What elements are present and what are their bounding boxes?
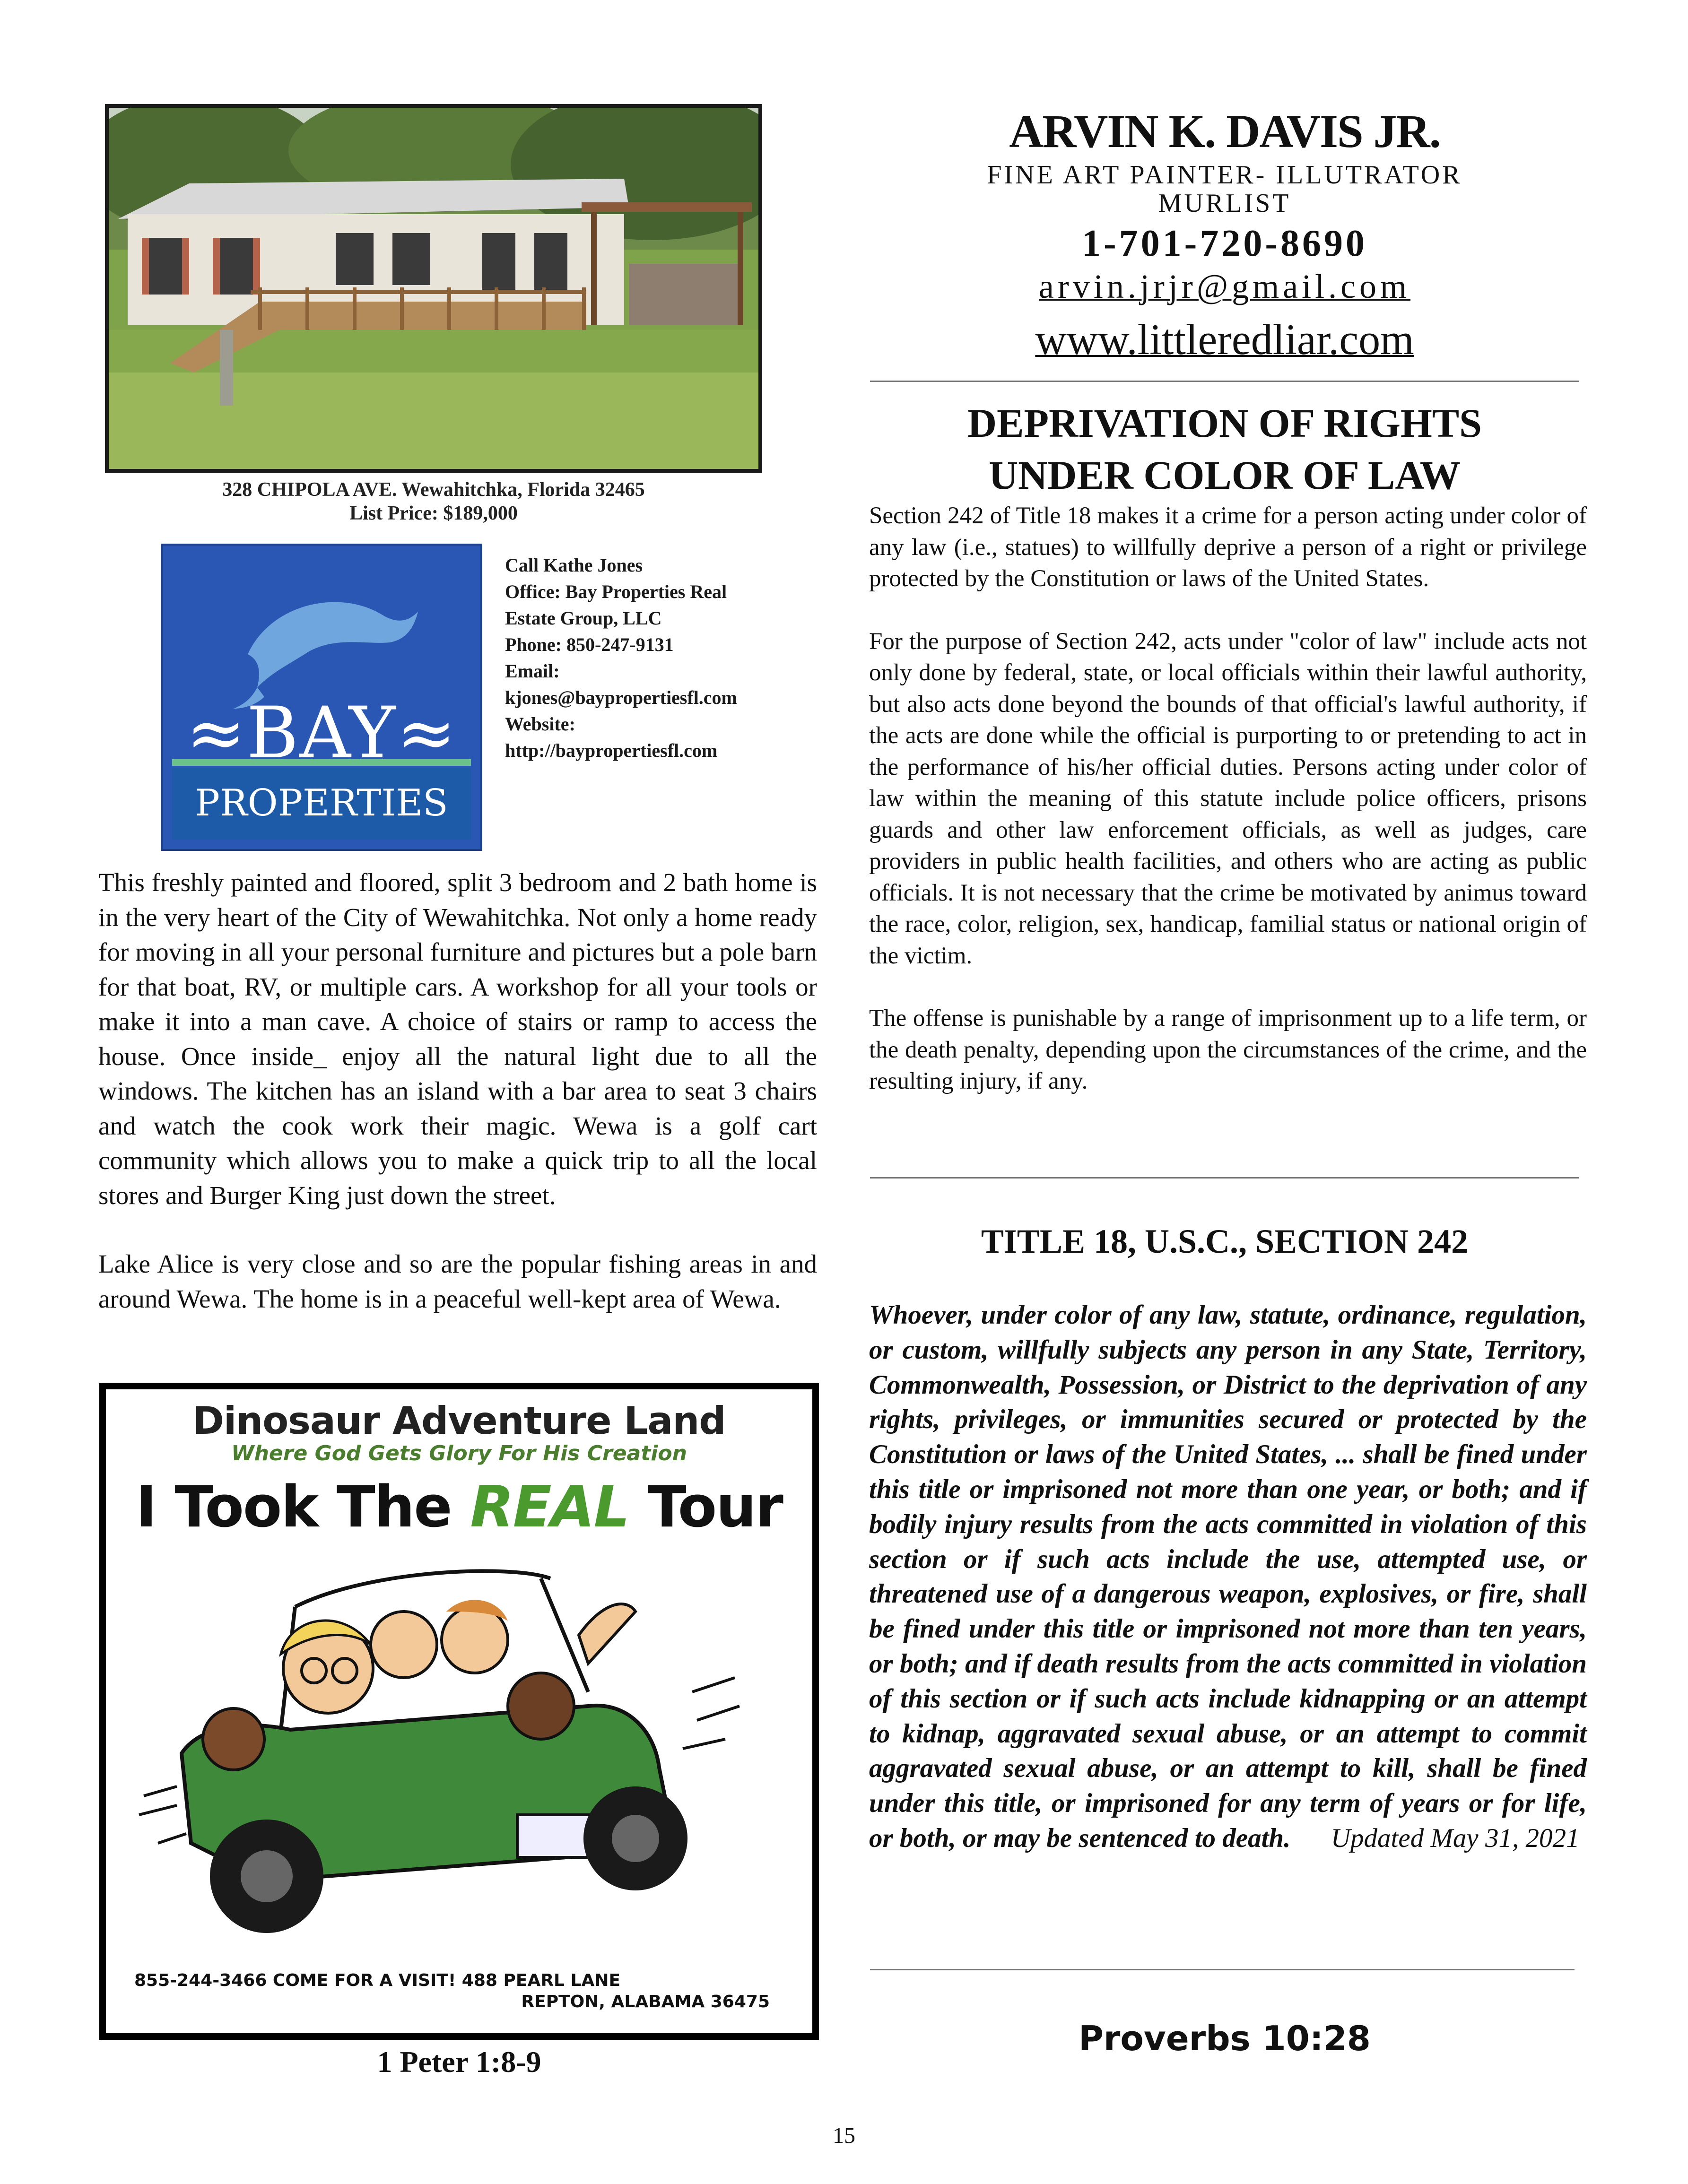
tour-prefix: I Took The	[136, 1474, 470, 1540]
house-illustration	[109, 108, 758, 469]
scripture-reference-right: Proverbs 10:28	[1079, 2019, 1371, 2058]
artist-email-link[interactable]: arvin.jrjr@gmail.com	[1038, 268, 1411, 305]
contact-line: Phone: 850-247-9131	[505, 634, 674, 655]
paragraph: The offense is punishable by a range of imprisonment up to a life term, or the death penalty, depending upon the circumstances of the crime, and the resulting injury, if any.	[869, 1005, 1587, 1094]
ad-tour-text	[106, 1474, 812, 1540]
divider	[870, 1969, 1575, 1970]
artist-name: ARVIN K. DAVIS JR.	[1009, 105, 1440, 157]
heading-line: DEPRIVATION OF RIGHTS	[967, 400, 1482, 446]
contact-line: Office: Bay Properties Real	[505, 581, 727, 602]
ad-tagline: Where God Gets Glory For His Creation	[231, 1441, 687, 1465]
dinosaur-adventure-ad	[99, 1383, 819, 2040]
divider	[870, 381, 1579, 382]
updated-date: Updated May 31, 2021	[1331, 1823, 1580, 1853]
paragraph: For the purpose of Section 242, acts under "color of law" include acts not only done by federal, state, or local officials within their lawful authority, but also acts done beyond the bounds of that official's lawful authority, if the acts are done while the official is purporting to or pretending to act in the performance of his/her official duties. Persons acting under color of law within the meaning of this statute include police officers, prisons guards and other law enforcement officials, as well as judges, care providers in public health facilities, and others who are acting as public officials. It is not necessary that the crime be motivated by animus toward the race, color, religion, sex, handicap, familial status or national origin of the victim.	[869, 628, 1587, 969]
paragraph: This freshly painted and floored, split 3 bedroom and 2 bath home is in the very heart of the City of Wewahitchka. Not only a home ready for moving in all your personal furniture and pictures but a pole barn for that boat, RV, or multiple cars. A workshop for all your tools or make it into a man cave. A choice of stairs or ramp to access the house. Once inside_ enjoy all the natural light due to all the windows. The kitchen has an island with a bar area to seat 3 chairs and watch the cook work their magic. Wewa is a golf cart community which allows you to make a quick trip to all the local stores and Burger King just down the street.	[98, 868, 817, 1210]
bay-properties-logo	[161, 544, 482, 851]
heading-line: UNDER COLOR OF LAW	[989, 452, 1461, 498]
tour-suffix: Tour	[629, 1474, 783, 1540]
artist-title: FINE ART PAINTER- ILLUTRATOR	[987, 160, 1462, 190]
contact-line: Call Kathe Jones	[505, 555, 643, 576]
tour-real: REAL	[470, 1474, 629, 1540]
ad-phone-visit: 855-244-3466 COME FOR A VISIT! 488 PEARL LANE	[134, 1971, 621, 1990]
listing-price: List Price: $189,000	[349, 503, 518, 524]
bay-logo-text: ≈BAY≈	[186, 692, 457, 774]
statute-heading: TITLE 18, U.S.C., SECTION 242	[981, 1222, 1469, 1260]
ad-title: Dinosaur Adventure Land	[192, 1399, 726, 1443]
artist-website-link[interactable]: www.littleredliar.com	[1035, 315, 1414, 364]
divider	[870, 1177, 1579, 1179]
paragraph: Section 242 of Title 18 makes it a crime for a person acting under color of any law (i.e., statues) to willfully deprive a person of a right or privilege protected by the Constitution or laws of the United States.	[869, 503, 1587, 592]
page-number: 15	[833, 2123, 855, 2148]
contact-line: Website:	[505, 713, 575, 735]
listing-description	[98, 865, 817, 1316]
artist-phone: 1-701-720-8690	[1082, 223, 1367, 264]
bay-logo-subtext: PROPERTIES	[195, 782, 448, 824]
statute-text	[869, 1298, 1587, 1856]
contact-line: Email:	[505, 660, 560, 682]
scripture-reference-left: 1 Peter 1:8-9	[377, 2045, 541, 2079]
cartoon-jeep-illustration	[125, 1550, 796, 1966]
statute-body: Whoever, under color of any law, statute, ordinance, regulation, or custom, willfully subjects any person in any State, Territory, Commonwealth, Possession, or District to the deprivation of any rights, privileges, or immunities secured or protected by the Constitution or laws of the United States, ... shall be fined under this title or imprisoned not more than one year, or both; and if bodily injury results from the acts committed in violation of this section or if such acts include the use, attempted use, or threatened use of a dangerous weapon, explosives, or fire, shall be fined under this title or imprisoned not more than ten years, or both; and if death results from the acts committed in violation of this section or if such acts include kidnapping or an attempt to kidnap, aggravated sexual abuse, or an attempt to commit aggravated sexual abuse, or an attempt to kill, shall be fined under this title, or imprisoned for any term of years or for life, or both, or may be sentenced to death.	[869, 1300, 1587, 1853]
contact-website: http://baypropertiesfl.com	[505, 740, 718, 761]
contact-email: kjones@baypropertiesfl.com	[505, 687, 737, 708]
listing-address: 328 CHIPOLA AVE. Wewahitchka, Florida 32465	[222, 479, 645, 501]
deprivation-heading	[865, 397, 1584, 501]
contact-line: Estate Group, LLC	[505, 607, 662, 629]
house-photo	[105, 104, 762, 473]
artist-title-line2: MURLIST	[1158, 189, 1291, 218]
deprivation-body	[869, 500, 1587, 1097]
paragraph: Lake Alice is very close and so are the popular fishing areas in and around Wewa. The home is in a peaceful well-kept area of Wewa.	[98, 1249, 817, 1313]
agent-contact	[505, 552, 789, 764]
ad-address: REPTON, ALABAMA 36475	[521, 1992, 770, 2011]
